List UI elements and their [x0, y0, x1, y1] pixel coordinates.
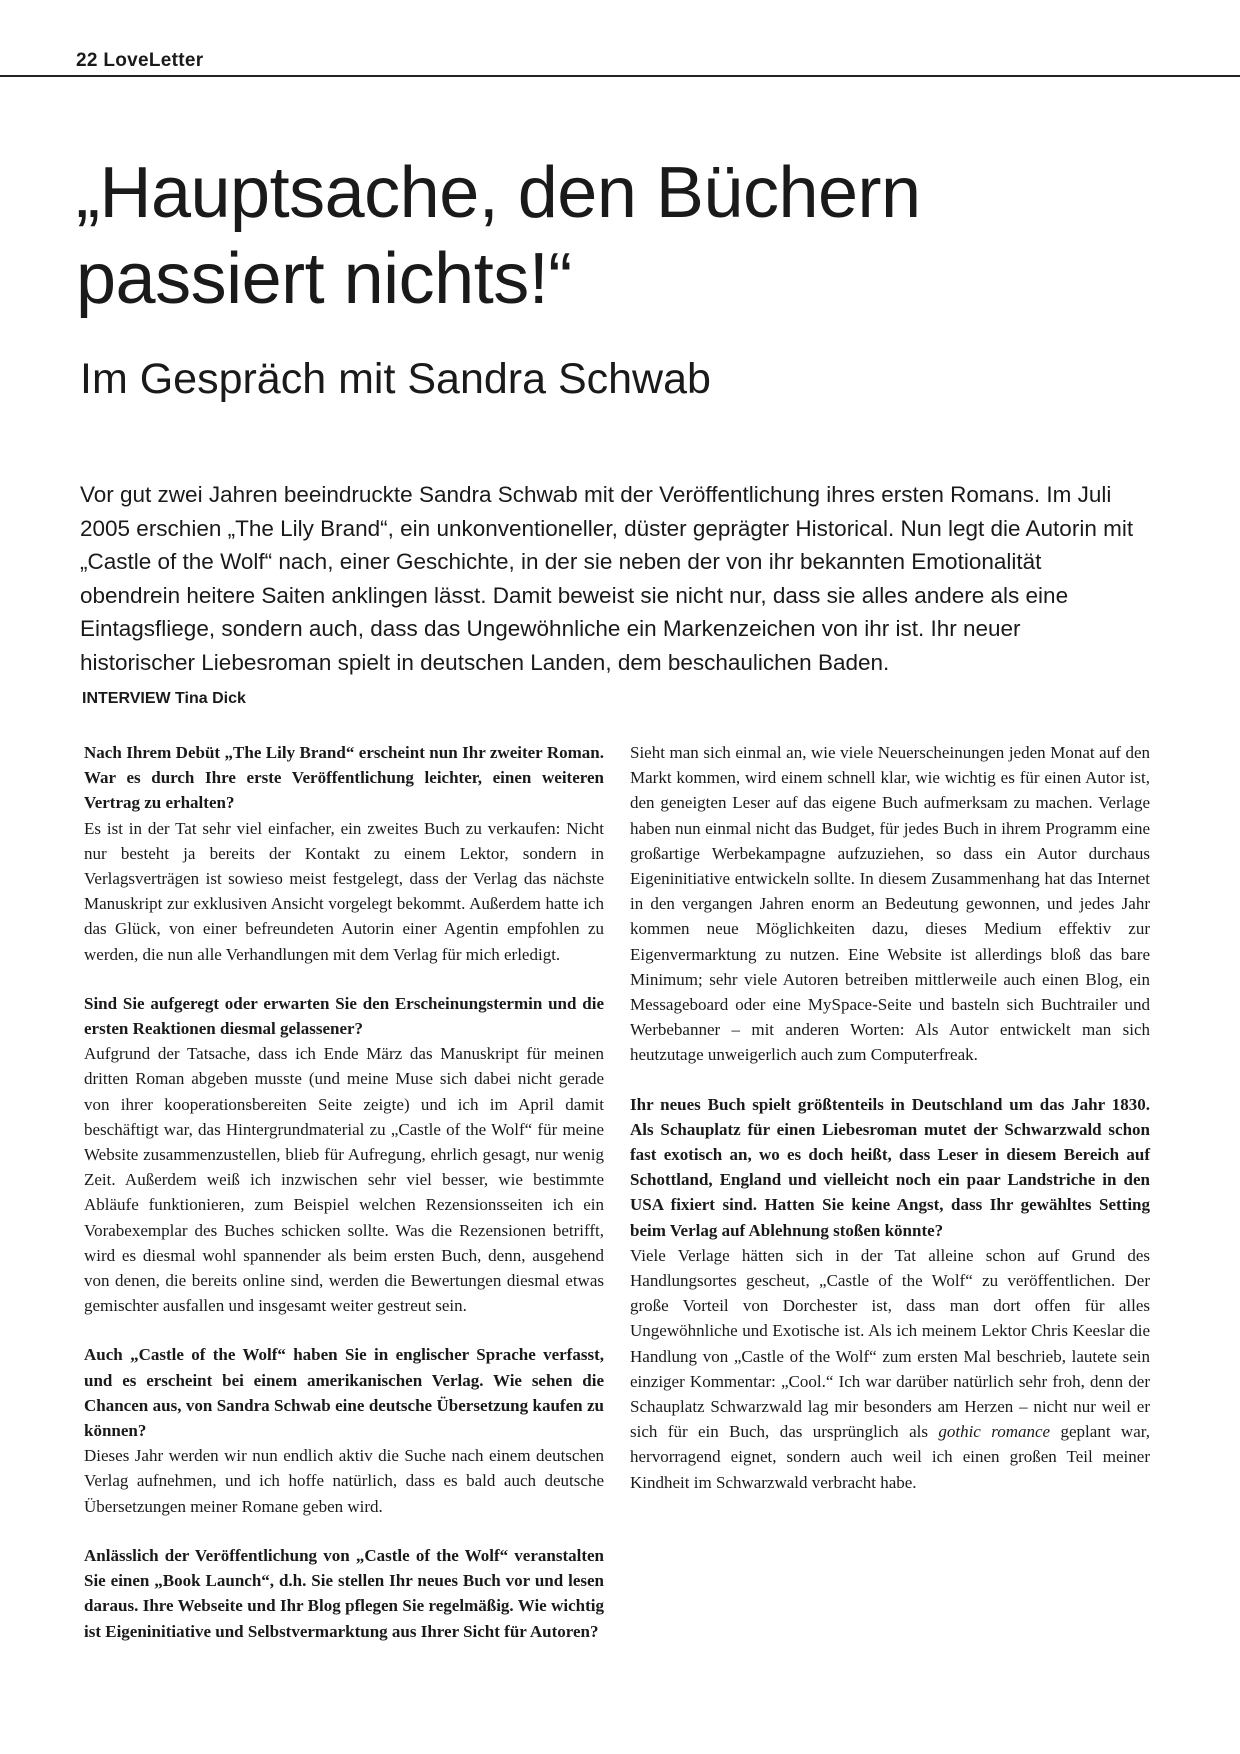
article-subtitle: Im Gespräch mit Sandra Schwab	[80, 355, 711, 403]
interview-answer	[630, 1243, 1150, 1495]
interview-answer: Dieses Jahr werden wir nun endlich aktiv die Suche nach einem deutschen Verlag aufnehmen, und ich hoffe natürlich, dass es bald auch deutsche Übersetzungen meiner Romane geben wird.	[84, 1446, 604, 1516]
column-right	[630, 740, 1150, 1495]
interview-question: Sind Sie aufgeregt oder erwarten Sie den Erscheinungstermin und die ersten Reaktionen diesmal gelassener?	[84, 993, 604, 1039]
column-left	[84, 740, 604, 1644]
interview-answer: Aufgrund der Tatsache, dass ich Ende März das Manuskript für meinen dritten Roman abgeben musste (und meine Muse sich dabei nicht gerade von ihrer kooperationsbereiten Seite zeigte) und ich im April damit beschäftigt war, das Hintergrundmaterial zu „Castle of the Wolf“ für meine Website zusammenzustellen, blieb für Aufregung, ehrlich gesagt, nur wenig Zeit. Außerdem weiß ich inzwischen sehr viel besser, wie bestimmte Abläufe funktionieren, zum Beispiel welchen Rezensionsseiten ich ein Vorabexemplar des Buches schicken sollte. Was die Rezensionen betrifft, wird es diesmal wohl spannender als beim ersten Buch, denn, ausgehend von denen, die bereits online sind, werden die Bewertungen diesmal etwas gemischter ausfallen und insgesamt weiter gestreut sein.	[84, 1044, 604, 1316]
page-header: 22 LoveLetter	[76, 50, 204, 71]
byline: INTERVIEW Tina Dick	[82, 690, 246, 707]
interview-question: Auch „Castle of the Wolf“ haben Sie in englischer Sprache verfasst, und es erscheint bei einem amerikanischen Verlag. Wie sehen die Chancen aus, von Sandra Schwab eine deutsche Übersetzung kaufen zu können?	[84, 1345, 604, 1441]
header-rule	[0, 75, 1240, 77]
interview-question: Nach Ihrem Debüt „The Lily Brand“ erscheint nun Ihr zweiter Roman. War es durch Ihre erste Veröffentlichung leichter, einen weiteren Vertrag zu erhalten?	[84, 743, 604, 813]
interview-question: Ihr neues Buch spielt größtenteils in Deutschland um das Jahr 1830. Als Schauplatz für einen Liebesroman mutet der Schwarzwald schon fast exotisch an, wo es doch heißt, dass Leser in diesem Bereich auf Schottland, England und vielleicht noch ein paar Landstriche in den USA fixiert sind. Hatten Sie keine Angst, dass Ihr gewähltes Setting beim Verlag auf Ablehnung stoßen könnte?	[630, 1094, 1150, 1240]
answer-text: Viele Verlage hätten sich in der Tat alleine schon auf Grund des Handlungsortes gescheut, „Castle of the Wolf“ zu veröffentlichen. Der große Vorteil von Dorchester ist, dass man dort offen für alles Ungewöhnliche und Exotische ist. Als ich meinem Lektor Chris Keeslar die Handlung von „Castle of the Wolf“ zum ersten Mal beschrieb, lautete sein einziger Kommentar: „Cool.“ Ich war darüber natürlich sehr froh, denn der Schauplatz Schwarzwald lag mir besonders am Herzen – nicht nur weil er sich für ein Buch, das ursprünglich als	[630, 1245, 1150, 1442]
interview-answer: Sieht man sich einmal an, wie viele Neuerscheinungen jeden Monat auf den Markt kommen, wird einem schnell klar, wie wichtig es für einen Autor ist, den geneigten Leser auf das eigene Buch aufmerksam zu machen. Verlage haben nun einmal nicht das Budget, für jedes Buch in ihrem Programm eine großartige Werbekampagne aufzuziehen, so dass ein Autor durchaus Eigeninitiative entwickeln sollte. In diesem Zusammenhang hat das Internet in den vergangen Jahren enorm an Bedeutung gewonnen, und jedes Jahr kommen neue Möglichkeiten dazu, dieses Medium effektiv zur Eigenvermarktung zu nutzen. Eine Website ist allerdings bloß das bare Minimum; sehr viele Autoren betreiben mittlerweile auch einen Blog, ein Messageboard oder eine MySpace-Seite und basteln sich Buchtrailer und Werbebanner – mit anderen Worten: Als Autor entwickelt man sich heutzutage unweigerlich auch zum Computerfreak.	[630, 743, 1150, 1065]
answer-italic-term: gothic romance	[938, 1422, 1051, 1442]
interview-question: Anlässlich der Veröffentlichung von „Castle of the Wolf“ veranstalten Sie einen „Book Launch“, d.h. Sie stellen Ihr neues Buch vor und lesen daraus. Ihre Webseite und Ihr Blog pflegen Sie regelmäßig. Wie wichtig ist Eigeninitiative und Selbstvermarktung aus Ihrer Sicht für Autoren?	[84, 1545, 604, 1641]
article-title: „Hauptsache, den Büchern passiert nichts!“	[76, 153, 921, 319]
article-lead: Vor gut zwei Jahren beeindruckte Sandra Schwab mit der Veröffentlichung ihres ersten Romans. Im Juli 2005 erschien „The Lily Brand“, ein unkonventioneller, düster geprägter Historical. Nun legt die Autorin mit „Castle of the Wolf“ nach, einer Geschichte, in der sie neben der von ihr bekannten Emotionalität obendrein heitere Saiten anklingen lässt. Damit beweist sie nicht nur, dass sie alles andere als eine Eintagsfliege, sondern auch, dass das Ungewöhnliche ein Markenzeichen von ihr ist. Ihr neuer historischer Liebesroman spielt in deutschen Landen, dem beschaulichen Baden.	[80, 482, 1134, 675]
answer-text: geplant war, hervorragend eignet, sondern auch weil ich einen großen Teil meiner Kindheit im Schwarzwald verbracht habe.	[630, 1422, 1150, 1492]
interview-answer: Es ist in der Tat sehr viel einfacher, ein zweites Buch zu verkaufen: Nicht nur besteht ja bereits der Kontakt zu einem Lektor, sondern in Verlagsverträgen ist sowieso meist festgelegt, dass der Verlag das nächste Manuskript zur exklusiven Ansicht vorgelegt bekommt. Außerdem hatte ich das Glück, von einer befreundeten Autorin einer Agentin empfohlen zu werden, die nun alle Verhandlungen mit dem Verlag für mich erledigt.	[84, 818, 604, 964]
